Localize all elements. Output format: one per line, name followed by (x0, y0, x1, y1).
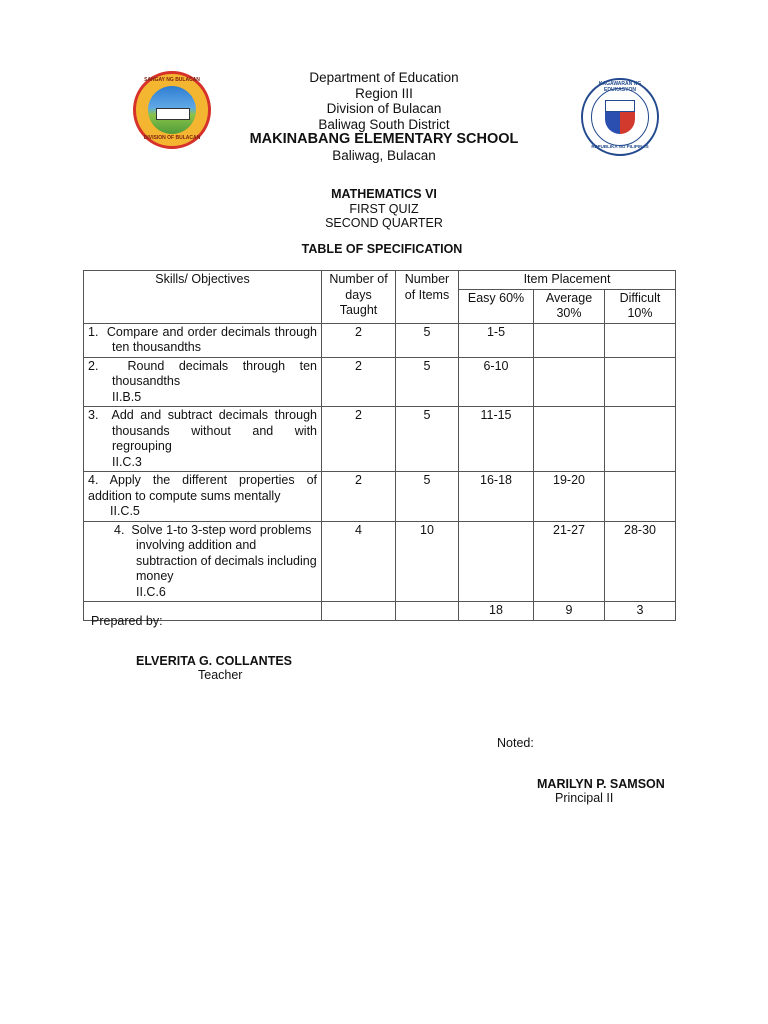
header-difficult: Difficult 10% (605, 289, 676, 323)
skill-code: II.C.6 (136, 584, 166, 599)
noted-label: Noted: (497, 736, 534, 750)
totals-difficult-cell: 3 (605, 602, 676, 621)
deped-seal-bottom-text: REPUBLIKA NG PILIPINAS (591, 144, 649, 149)
specification-table (83, 270, 676, 621)
easy-cell: 6-10 (459, 357, 534, 407)
difficult-cell (605, 472, 676, 522)
prepared-by-label: Prepared by: (91, 614, 163, 628)
average-cell: 21-27 (534, 521, 605, 602)
easy-cell: 1-5 (459, 323, 534, 357)
header-items: Number of Items (396, 271, 459, 324)
table-row (84, 407, 676, 472)
division-seal-top-text: SANGAY NG BULACAN (144, 77, 200, 83)
document-title-block (0, 187, 768, 231)
average-cell: 19-20 (534, 472, 605, 522)
skill-text: 4. Solve 1-to 3-step word problems involving addition and subtraction of decimals including money (114, 522, 317, 583)
days-cell: 2 (322, 407, 396, 472)
skill-cell (84, 472, 322, 522)
days-cell: 2 (322, 472, 396, 522)
district-name: Baliwag South District (318, 116, 450, 132)
region-name: Region III (355, 85, 413, 101)
skill-code: II.C.3 (112, 454, 142, 469)
teacher-name: ELVERITA G. COLLANTES (136, 654, 293, 668)
table-row (84, 323, 676, 357)
items-cell: 10 (396, 521, 459, 602)
header-easy: Easy 60% (459, 289, 534, 323)
table-row (84, 357, 676, 407)
totals-days-cell (322, 602, 396, 621)
average-cell (534, 357, 605, 407)
items-cell: 5 (396, 407, 459, 472)
average-cell (534, 407, 605, 472)
skill-text: 1. Compare and order decimals through ten thousandths (88, 324, 317, 354)
days-cell: 2 (322, 323, 396, 357)
difficult-cell (605, 407, 676, 472)
school-location: Baliwag, Bulacan (332, 147, 436, 163)
teacher-role: Teacher (198, 668, 243, 682)
skill-cell (84, 521, 322, 602)
skill-cell (84, 323, 322, 357)
totals-items-cell (396, 602, 459, 621)
subject-title: MATHEMATICS VI (331, 187, 437, 201)
letterhead (0, 70, 768, 163)
table-row (84, 472, 676, 522)
skill-text: 3. Add and subtract decimals through thousands without and with regrouping (88, 408, 317, 453)
easy-cell: 16-18 (459, 472, 534, 522)
skill-text: 2. Round decimals through ten thousandths (88, 358, 317, 388)
items-cell: 5 (396, 357, 459, 407)
skill-code: II.C.5 (110, 504, 140, 518)
deped-seal-top-text: KAGAWARAN NG EDUKASYON (598, 81, 642, 93)
difficult-cell (605, 323, 676, 357)
difficult-cell: 28-30 (605, 521, 676, 602)
days-cell: 4 (322, 521, 396, 602)
division-name: Division of Bulacan (326, 101, 442, 116)
skill-code: II.B.5 (112, 389, 142, 404)
department-name: Department of Education (309, 70, 459, 85)
header-skills: Skills/ Objectives (84, 271, 322, 324)
skill-cell (84, 407, 322, 472)
skill-cell (84, 357, 322, 407)
table-header-row (84, 271, 676, 290)
items-cell: 5 (396, 472, 459, 522)
easy-cell (459, 521, 534, 602)
header-item-placement: Item Placement (459, 271, 676, 290)
tos-heading: TABLE OF SPECIFICATION (301, 242, 463, 256)
easy-cell: 11-15 (459, 407, 534, 472)
division-seal-bottom-text: DIVISION OF BULACAN (143, 135, 201, 141)
skill-text: 4. Apply the different properties of addition to compute sums mentally (88, 473, 317, 503)
principal-role: Principal II (555, 791, 614, 805)
school-name: MAKINABANG ELEMENTARY SCHOOL (249, 131, 519, 147)
quarter-title: SECOND QUARTER (325, 216, 443, 230)
header-days: Number of days Taught (322, 271, 396, 324)
quiz-title: FIRST QUIZ (349, 201, 419, 216)
principal-name: MARILYN P. SAMSON (537, 777, 665, 791)
totals-average-cell: 9 (534, 602, 605, 621)
table-row (84, 521, 676, 602)
totals-row (84, 602, 676, 621)
days-cell: 2 (322, 357, 396, 407)
difficult-cell (605, 357, 676, 407)
items-cell: 5 (396, 323, 459, 357)
totals-easy-cell: 18 (459, 602, 534, 621)
average-cell (534, 323, 605, 357)
header-average: Average 30% (534, 289, 605, 323)
